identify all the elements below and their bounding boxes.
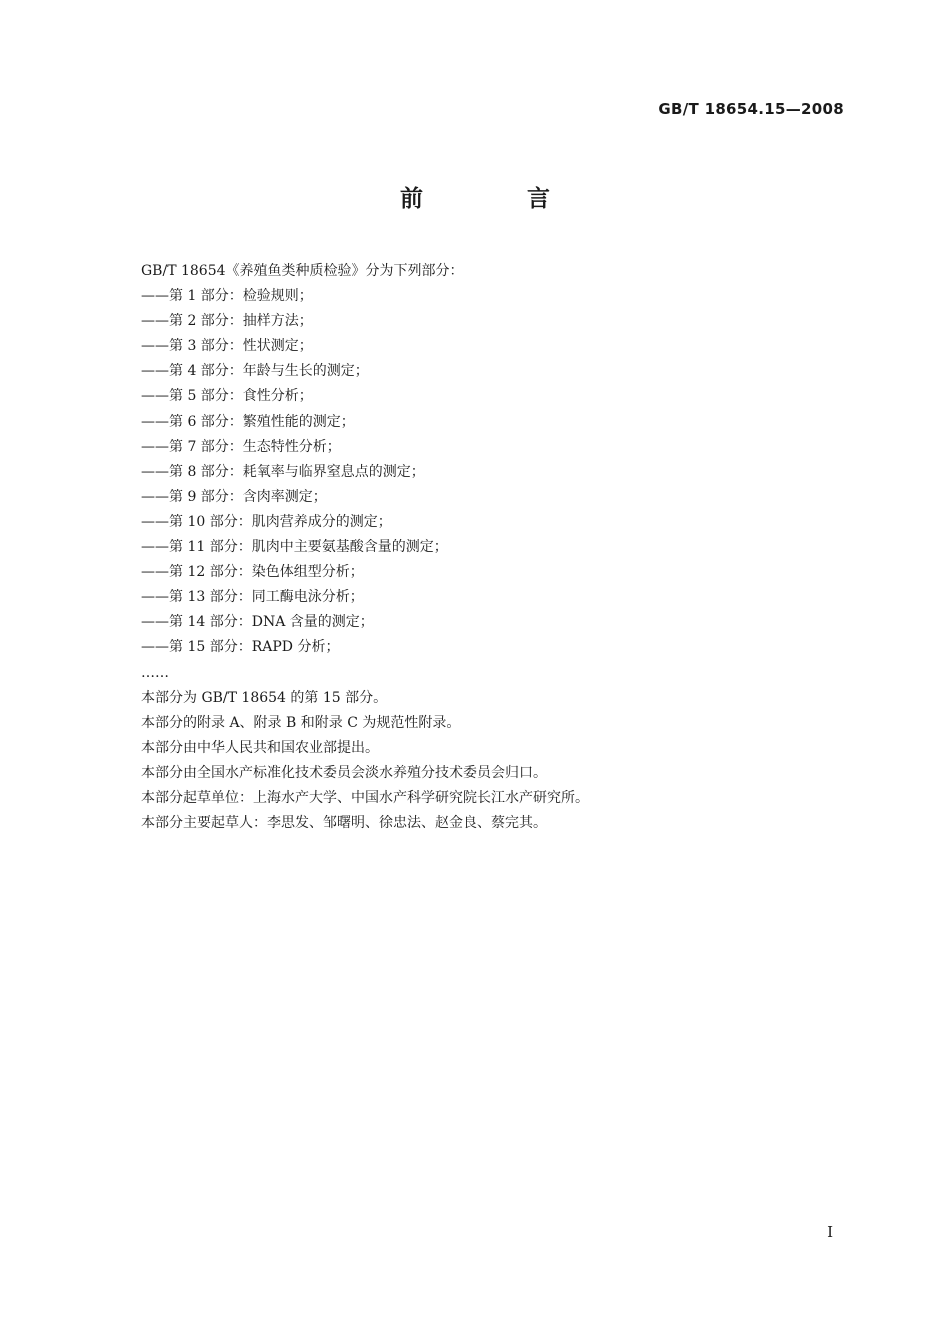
intro-line: GB/T 18654《养殖鱼类种质检验》分为下列部分： xyxy=(141,263,464,279)
parts-list xyxy=(141,284,861,660)
list-item: ——第 2 部分：抽样方法； xyxy=(141,313,313,330)
list-item: ——第 5 部分：食性分析； xyxy=(141,388,313,405)
list-item: ——第 15 部分：RAPD 分析； xyxy=(141,639,340,656)
list-item: ——第 1 部分：检验规则； xyxy=(141,288,313,305)
statement-line: 本部分主要起草人：李思发、邹曙明、徐忠法、赵金良、蔡完其。 xyxy=(141,815,547,832)
statement-line: 本部分起草单位：上海水产大学、中国水产科学研究院长江水产研究所。 xyxy=(141,789,589,806)
list-item: ——第 9 部分：含肉率测定； xyxy=(141,488,327,505)
statements xyxy=(141,686,861,837)
page-title: 前 言 xyxy=(399,186,598,212)
list-item: ——第 12 部分：染色体组型分析； xyxy=(141,564,364,581)
list-item: ——第 11 部分：肌肉中主要氨基酸含量的测定； xyxy=(141,539,448,556)
document-body xyxy=(141,259,861,836)
statement-line: 本部分由中华人民共和国农业部提出。 xyxy=(141,739,379,756)
list-item: ——第 4 部分：年龄与生长的测定； xyxy=(141,363,369,380)
page-number: I xyxy=(827,1223,833,1241)
list-item: ——第 6 部分：繁殖性能的测定； xyxy=(141,413,355,430)
ellipsis: …… xyxy=(141,664,169,681)
statement-line: 本部分为 GB/T 18654 的第 15 部分。 xyxy=(141,689,388,706)
statement-line: 本部分的附录 A、附录 B 和附录 C 为规范性附录。 xyxy=(141,714,461,731)
standard-code: GB/T 18654.15—2008 xyxy=(658,100,844,118)
list-item: ——第 10 部分：肌肉营养成分的测定； xyxy=(141,513,392,530)
list-item: ——第 8 部分：耗氧率与临界窒息点的测定； xyxy=(141,463,425,480)
list-item: ——第 7 部分：生态特性分析； xyxy=(141,438,341,455)
list-item: ——第 14 部分：DNA 含量的测定； xyxy=(141,614,374,631)
list-item: ——第 3 部分：性状测定； xyxy=(141,338,313,355)
statement-line: 本部分由全国水产标准化技术委员会淡水养殖分技术委员会归口。 xyxy=(141,764,547,781)
list-item: ——第 13 部分：同工酶电泳分析； xyxy=(141,589,364,606)
